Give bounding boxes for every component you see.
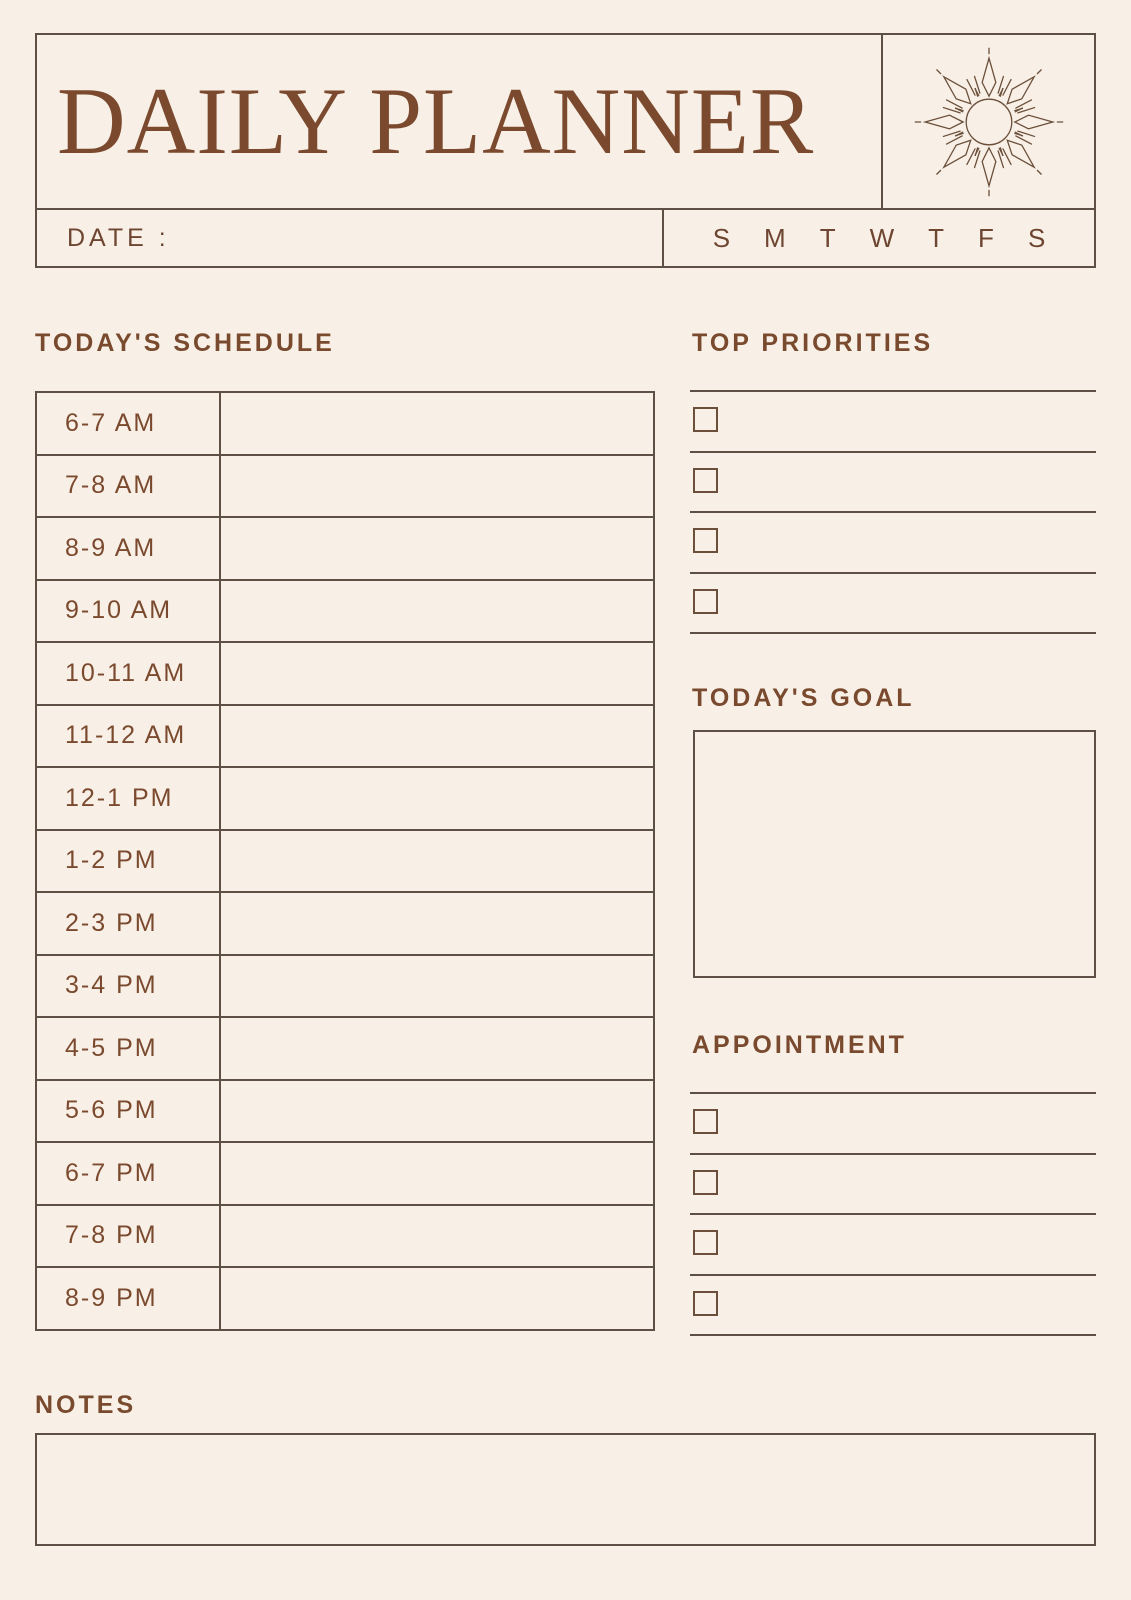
- checkbox[interactable]: [693, 1230, 718, 1255]
- schedule-entry-cell[interactable]: [221, 581, 653, 642]
- time-slot-label: 2-3 PM: [37, 893, 221, 954]
- day-letter-5: F: [978, 222, 994, 253]
- day-letter-0: S: [712, 222, 731, 253]
- schedule-row: [37, 641, 653, 704]
- schedule-entry-cell[interactable]: [221, 706, 653, 767]
- time-slot-label: 11-12 AM: [37, 706, 221, 767]
- day-letter-2: T: [819, 222, 836, 253]
- header-date-row: [37, 210, 1094, 266]
- title-cell: [37, 35, 881, 208]
- time-slot-label: 8-9 PM: [37, 1268, 221, 1329]
- checkbox[interactable]: [693, 1291, 718, 1316]
- day-letter-4: T: [928, 222, 945, 253]
- schedule-entry-cell[interactable]: [221, 643, 653, 704]
- time-slot-label: 6-7 PM: [37, 1143, 221, 1204]
- schedule-row: [37, 393, 653, 454]
- time-slot-label: 7-8 PM: [37, 1206, 221, 1267]
- time-slot-label: 4-5 PM: [37, 1018, 221, 1079]
- header: [35, 33, 1096, 268]
- schedule-entry-cell[interactable]: [221, 893, 653, 954]
- schedule-entry-cell[interactable]: [221, 456, 653, 517]
- checkbox[interactable]: [693, 1109, 718, 1134]
- time-slot-label: 6-7 AM: [37, 393, 221, 454]
- day-letter-6: S: [1027, 222, 1046, 253]
- priorities-list: [690, 390, 1096, 634]
- time-slot-label: 5-6 PM: [37, 1081, 221, 1142]
- notes-box[interactable]: [35, 1433, 1096, 1546]
- time-slot-label: 1-2 PM: [37, 831, 221, 892]
- checkbox[interactable]: [693, 1170, 718, 1195]
- goal-heading: TODAY'S GOAL: [692, 684, 915, 712]
- date-label: DATE :: [67, 223, 170, 252]
- time-slot-label: 8-9 AM: [37, 518, 221, 579]
- schedule-row: [37, 579, 653, 642]
- schedule-heading: TODAY'S SCHEDULE: [35, 329, 335, 357]
- schedule-row: [37, 516, 653, 579]
- time-slot-label: 3-4 PM: [37, 956, 221, 1017]
- schedule-entry-cell[interactable]: [221, 956, 653, 1017]
- schedule-row: [37, 1079, 653, 1142]
- checkbox[interactable]: [693, 589, 718, 614]
- date-field[interactable]: [37, 210, 662, 266]
- checklist-item[interactable]: [690, 1155, 1096, 1216]
- schedule-entry-cell[interactable]: [221, 1018, 653, 1079]
- schedule-entry-cell[interactable]: [221, 1143, 653, 1204]
- schedule-row: [37, 954, 653, 1017]
- schedule-row: [37, 1016, 653, 1079]
- checkbox[interactable]: [693, 407, 718, 432]
- sun-ornament-icon: [908, 46, 1070, 198]
- time-slot-label: 7-8 AM: [37, 456, 221, 517]
- schedule-row: [37, 1266, 653, 1329]
- schedule-entry-cell[interactable]: [221, 518, 653, 579]
- schedule-entry-cell[interactable]: [221, 1268, 653, 1329]
- checklist-item[interactable]: [690, 1094, 1096, 1155]
- schedule-table: [35, 391, 655, 1331]
- page-title: DAILY PLANNER: [57, 68, 815, 174]
- checklist-item[interactable]: [690, 574, 1096, 635]
- schedule-row: [37, 766, 653, 829]
- checkbox[interactable]: [693, 528, 718, 553]
- schedule-entry-cell[interactable]: [221, 1081, 653, 1142]
- checklist-item[interactable]: [690, 1276, 1096, 1337]
- appointment-list: [690, 1092, 1096, 1336]
- day-letter-3: W: [869, 222, 895, 253]
- header-title-row: [37, 35, 1094, 210]
- priorities-heading: TOP PRIORITIES: [692, 329, 934, 357]
- schedule-entry-cell[interactable]: [221, 1206, 653, 1267]
- schedule-row: [37, 454, 653, 517]
- days-row: [662, 210, 1094, 266]
- checkbox[interactable]: [693, 468, 718, 493]
- checklist-item[interactable]: [690, 1215, 1096, 1276]
- checklist-item[interactable]: [690, 392, 1096, 453]
- schedule-row: [37, 704, 653, 767]
- checklist-item[interactable]: [690, 513, 1096, 574]
- appointment-heading: APPOINTMENT: [692, 1031, 907, 1059]
- schedule-entry-cell[interactable]: [221, 768, 653, 829]
- notes-heading: NOTES: [35, 1391, 137, 1419]
- time-slot-label: 10-11 AM: [37, 643, 221, 704]
- schedule-entry-cell[interactable]: [221, 831, 653, 892]
- schedule-row: [37, 891, 653, 954]
- time-slot-label: 12-1 PM: [37, 768, 221, 829]
- goal-box[interactable]: [693, 730, 1096, 978]
- sun-cell: [881, 35, 1094, 208]
- day-letter-1: M: [764, 222, 786, 253]
- schedule-entry-cell[interactable]: [221, 393, 653, 454]
- schedule-row: [37, 1204, 653, 1267]
- time-slot-label: 9-10 AM: [37, 581, 221, 642]
- schedule-row: [37, 829, 653, 892]
- checklist-item[interactable]: [690, 453, 1096, 514]
- schedule-row: [37, 1141, 653, 1204]
